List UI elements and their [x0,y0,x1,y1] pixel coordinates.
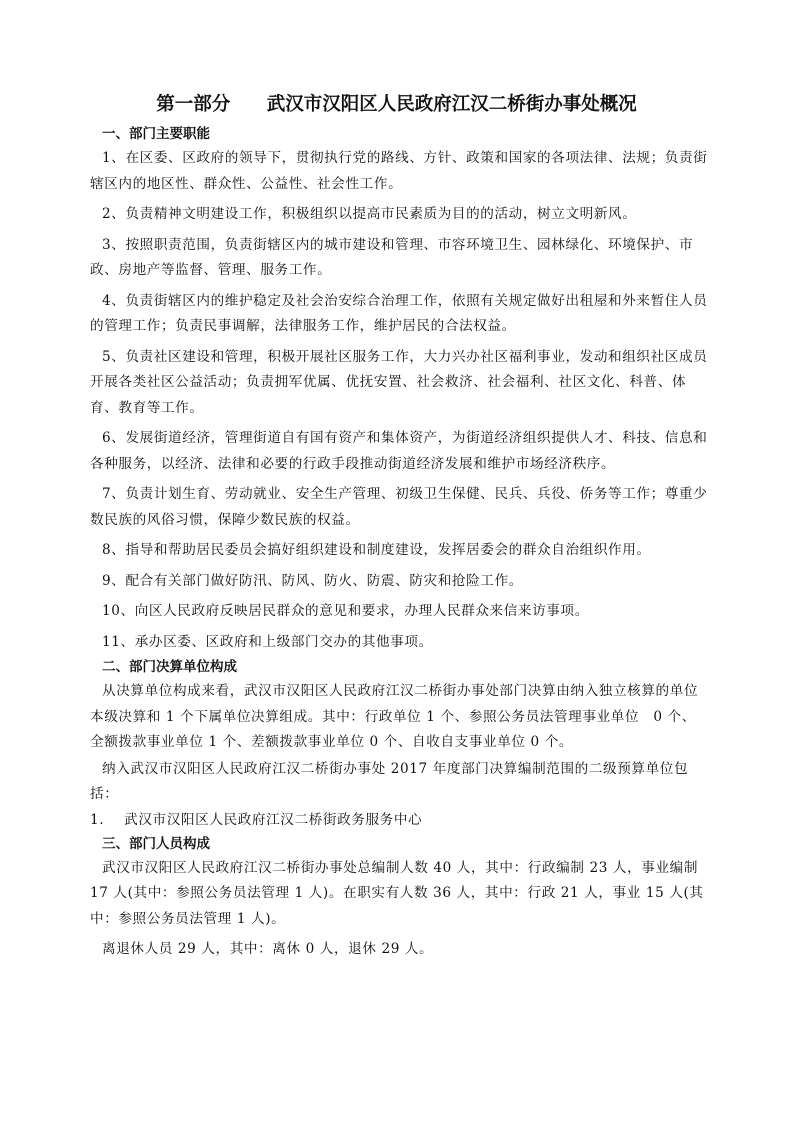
title-part-label: 第一部分 [156,94,231,115]
section-heading-units: 二、部门决算单位构成 [102,659,237,675]
function-item-2: 2、负责精神文明建设工作，积极组织以提高市民素质为目的的活动，树立文明新风。 [102,206,637,222]
list-item-text: 武汉市汉阳区人民政府江汉二桥街政务服务中心 [124,811,423,828]
function-item-4: 4、负责街辖区内的维护稳定及社会治安综合治理工作，依照有关规定做好出租屋和外来暂住人员的管理工作；负责民事调解，法律服务工作，维护居民的合法权益。 [90,292,708,334]
units-scope: 纳入武汉市汉阳区人民政府江汉二桥街办事处 2017 年度部门决算编制范围的二级预算单位包括： [90,760,689,802]
function-item-5: 5、负责社区建设和管理，积极开展社区服务工作，大力兴办社区福利事业，发动和组织社区成员开展各类社区公益活动；负责拥军优属、优抚安置、社会救济、社会福利、社区文化、科普、体育、教育等工作。 [90,348,708,416]
section-heading-staff: 三、部门人员构成 [102,835,210,852]
function-item-7: 7、负责计划生育、劳动就业、安全生产管理、初级卫生保健、民兵、兵役、侨务等工作；尊重少数民族的风俗习惯，保障少数民族的权益。 [90,486,708,528]
title-name: 武汉市汉阳区人民政府江汉二桥街办事处概况 [266,94,637,115]
function-item-9: 9、配合有关部门做好防汛、防风、防火、防震、防灾和抢险工作。 [102,572,523,589]
retired-staff: 离退休人员 29 人，其中：离休 0 人，退休 29 人。 [102,941,434,957]
function-item-1: 1、在区委、区政府的领导下，贯彻执行党的路线、方针、政策和国家的各项法律、法规；负责街辖区内的地区性、群众性、公益性、社会性工作。 [90,150,708,192]
function-item-6: 6、发展街道经济，管理街道自有国有资产和集体资产，为街道经济组织提供人才、科技、信息和各种服务，以经济、法律和必要的行政手段推动街道经济发展和维护市场经济秩序。 [90,430,708,472]
list-item-number: 1. [90,811,105,828]
units-intro: 从决算单位构成来看，武汉市汉阳区人民政府江汉二桥街办事处部门决算由纳入独立核算的单位本级决算和 1 个下属单位决算组成。其中：行政单位 1 个、参照公务员法管理事业单位 0 个、全额拨款事业单位 1 个、差额拨款事业单位 0 个、自收自支事业单位 0 个。 [90,683,699,750]
section-heading-functions: 一、部门主要职能 [102,126,210,142]
list-item [90,808,710,832]
page-title [0,93,793,117]
document-body [90,122,710,963]
function-item-8: 8、指导和帮助居民委员会搞好组织建设和制度建设，发挥居委会的群众自治组织作用。 [102,542,651,558]
function-item-11: 11、承办区委、区政府和上级部门交办的其他事项。 [102,633,433,650]
function-item-10: 10、向区人民政府反映居民群众的意见和要求，办理人民群众来信来访事项。 [102,603,589,619]
staff-composition: 武汉市汉阳区人民政府江汉二桥街办事处总编制人数 40 人，其中：行政编制 23 人，事业编制 17 人(其中：参照公务员法管理 1 人)。在职实有人数 36 人，其中：行政 21 人，事业 15 人(其中：参照公务员法管理 1 人)。 [90,859,704,927]
function-item-3: 3、按照职责范围，负责街辖区内的城市建设和管理、市容环境卫生、园林绿化、环境保护、市政、房地产等监督、管理、服务工作。 [90,236,694,278]
